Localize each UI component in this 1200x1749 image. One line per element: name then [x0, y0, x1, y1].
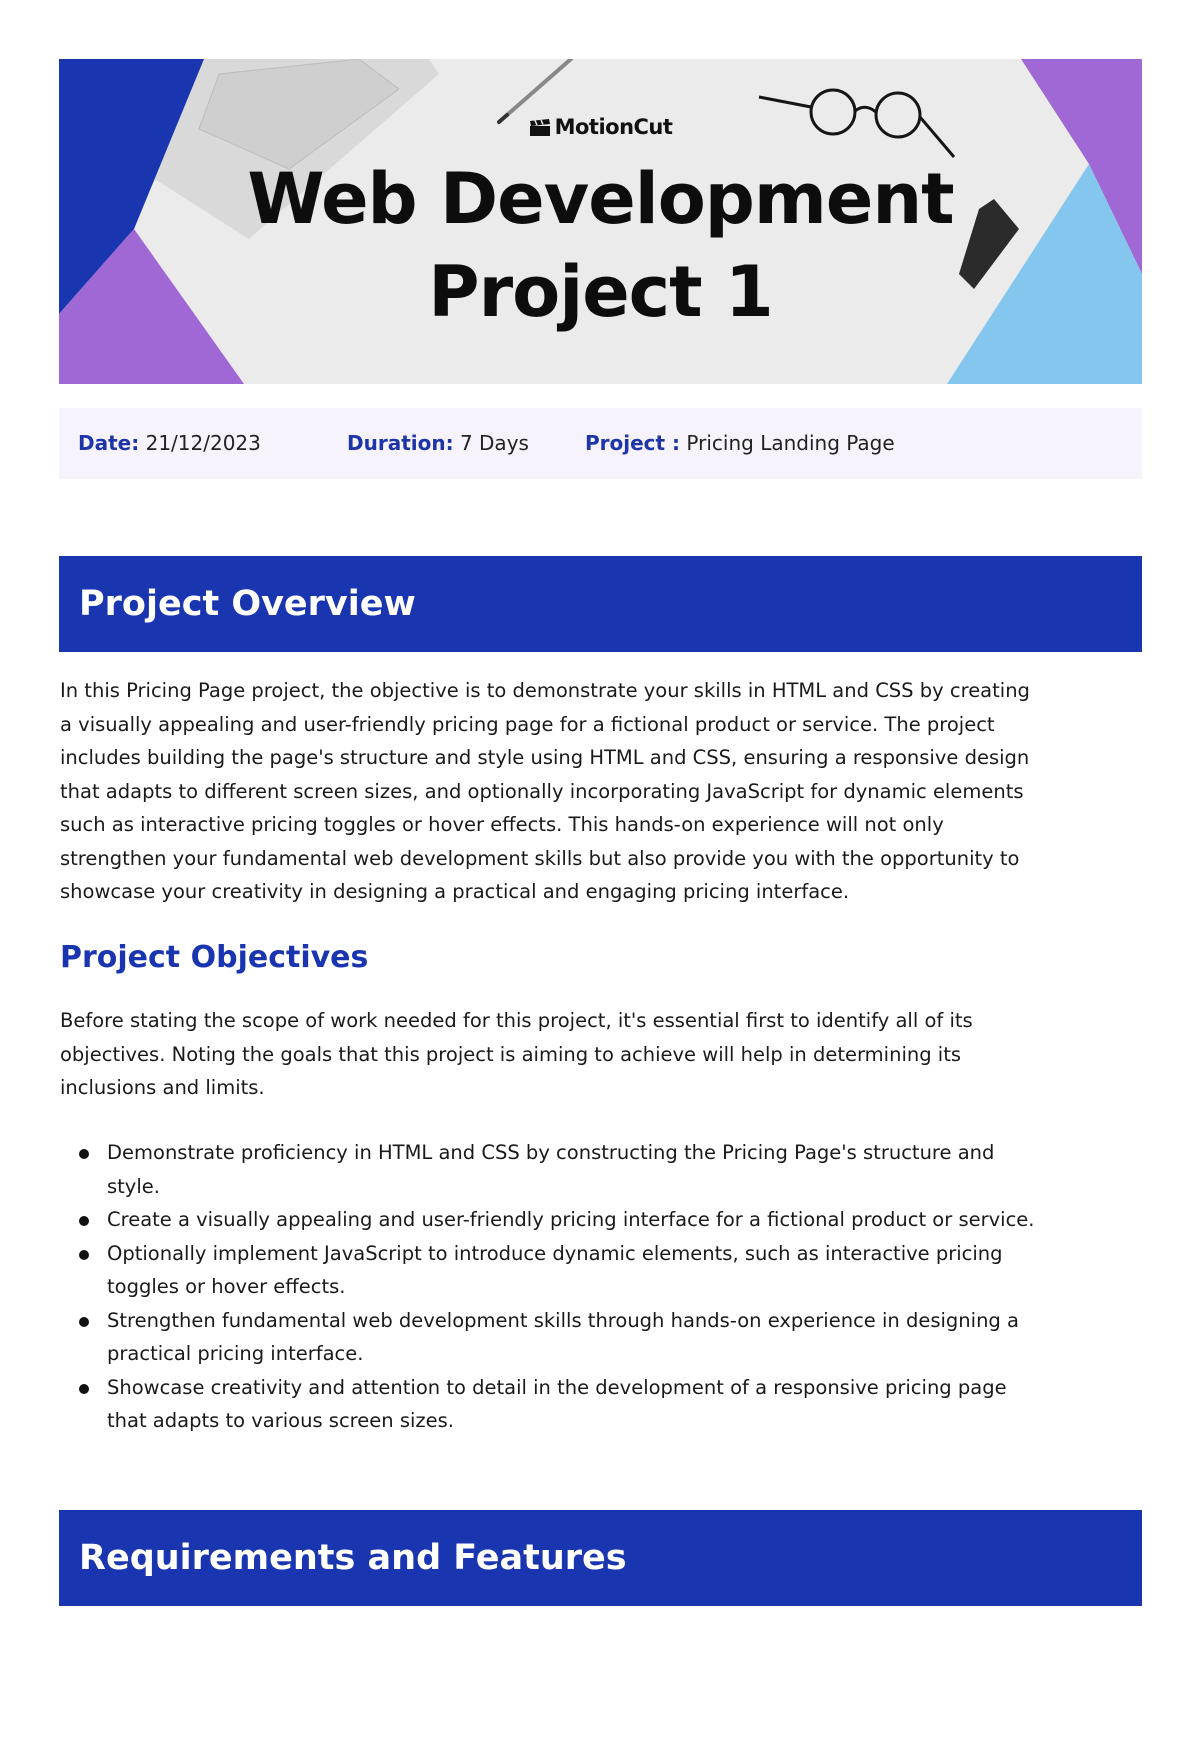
overview-line: that adapts to different screen sizes, and optionally incorporating JavaScript for dynamic elements	[60, 779, 1024, 803]
list-item-text: Showcase creativity and attention to detail in the development of a responsive pricing page	[107, 1375, 1007, 1399]
list-item-text: that adapts to various screen sizes.	[107, 1409, 454, 1432]
meta-project	[585, 408, 895, 479]
objectives-heading: Project Objectives	[60, 940, 369, 975]
section-header-requirements: Requirements and Features	[59, 1510, 1142, 1606]
meta-duration	[347, 408, 529, 479]
list-item-text: Optionally implement JavaScript to introduce dynamic elements, such as interactive pricing	[107, 1241, 1003, 1265]
banner-title-line-2: Project 1	[428, 251, 773, 333]
project-meta-bar	[59, 408, 1142, 479]
objectives-intro-line: Before stating the scope of work needed for this project, it's essential first to identify all of its	[60, 1009, 973, 1032]
list-item	[60, 1304, 1150, 1371]
overview-line: a visually appealing and user-friendly pricing page for a fictional product or service. The project	[60, 712, 995, 736]
bullet-icon	[79, 1250, 89, 1260]
banner-title-line-1: Web Development	[247, 158, 954, 240]
bullet-icon	[79, 1384, 89, 1394]
list-item-text: style.	[107, 1174, 160, 1198]
objectives-intro	[60, 1004, 1143, 1105]
overview-line: strengthen your fundamental web development skills but also provide you with the opportunity to	[60, 846, 1020, 870]
date-label: Date:	[78, 431, 140, 455]
objectives-intro-line: inclusions and limits.	[60, 1076, 265, 1099]
brand-name: MotionCut	[554, 115, 673, 139]
bullet-icon	[79, 1149, 89, 1159]
list-item-text: toggles or hover effects.	[107, 1275, 346, 1298]
list-item-text: Strengthen fundamental web development skills through hands-on experience in designing a	[107, 1308, 1019, 1332]
objectives-intro-line: objectives. Noting the goals that this project is aiming to achieve will help in determining its	[60, 1042, 962, 1066]
bullet-icon	[79, 1317, 89, 1327]
list-item	[60, 1203, 1150, 1237]
overview-line: such as interactive pricing toggles or hover effects. This hands-on experience will not only	[60, 813, 944, 836]
banner-title	[59, 153, 1142, 339]
project-label: Project :	[585, 431, 681, 455]
objectives-list	[60, 1136, 1150, 1438]
date-value: 21/12/2023	[145, 431, 261, 455]
overview-line: showcase your creativity in designing a practical and engaging pricing interface.	[60, 880, 850, 903]
list-item	[60, 1371, 1150, 1438]
duration-value: 7 Days	[459, 431, 529, 455]
list-item-text: practical pricing interface.	[107, 1342, 364, 1365]
overview-paragraph	[60, 674, 1143, 909]
list-item-text: Demonstrate proficiency in HTML and CSS by constructing the Pricing Page's structure and	[107, 1141, 995, 1164]
hero-banner	[59, 59, 1142, 384]
duration-label: Duration:	[347, 431, 454, 455]
list-item	[60, 1237, 1150, 1304]
list-item	[60, 1136, 1150, 1203]
meta-date	[78, 408, 261, 479]
brand-logo	[59, 115, 1142, 139]
overview-line: In this Pricing Page project, the objective is to demonstrate your skills in HTML and CSS by creating	[60, 679, 1030, 702]
section-header-overview: Project Overview	[59, 556, 1142, 652]
project-value: Pricing Landing Page	[686, 431, 895, 455]
bullet-icon	[79, 1216, 89, 1226]
list-item-text: Create a visually appealing and user-friendly pricing interface for a fictional product or service.	[107, 1208, 1035, 1231]
overview-line: includes building the page's structure and style using HTML and CSS, ensuring a responsive design	[60, 746, 1030, 769]
clapperboard-icon	[529, 119, 551, 137]
